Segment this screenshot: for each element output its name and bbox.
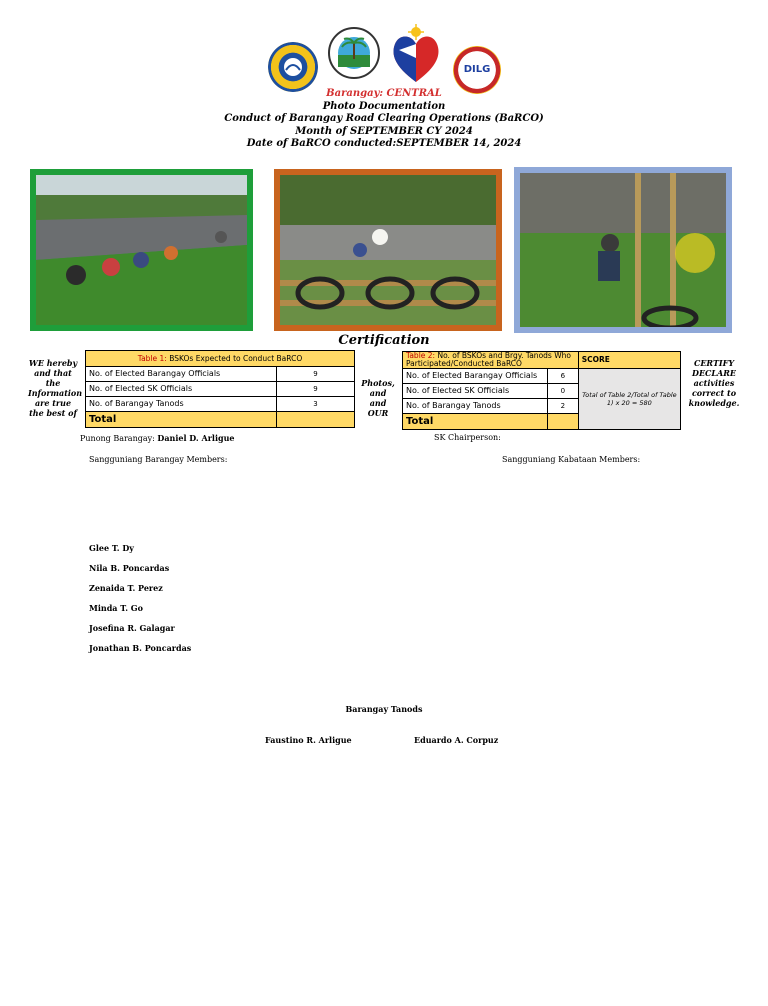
table-2-header-label: Table 2: <box>406 351 436 360</box>
table-1-total-value <box>277 412 355 428</box>
member-name: Josefina R. Galagar <box>89 623 175 633</box>
table-2-participated <box>402 351 681 430</box>
dilg-logo <box>453 46 501 94</box>
table-2-row-value: 2 <box>548 399 579 414</box>
header-line-conduct: Conduct of Barangay Road Clearing Operations (BaRCO) <box>224 113 544 124</box>
sangguniang-kabataan-label: Sangguniang Kabataan Members: <box>502 455 641 464</box>
punong-barangay-name: Daniel D. Arligue <box>157 433 235 443</box>
photo-road-clearing-2 <box>274 169 502 331</box>
table-1-row-label: No. of Elected SK Officials <box>86 382 277 397</box>
table-2-row-value: 6 <box>548 369 579 384</box>
member-name: Minda T. Go <box>89 603 143 613</box>
municipal-seal-emblem <box>268 42 318 92</box>
punong-barangay-line <box>80 433 235 443</box>
table-1-header <box>86 351 355 367</box>
barangay-tanods-label: Barangay Tanods <box>345 704 423 714</box>
table-2-row-label: No. of Barangay Tanods <box>403 399 548 414</box>
header-line-photo-doc: Photo Documentation <box>322 100 446 112</box>
table-row <box>403 369 681 384</box>
member-name: Nila B. Poncardas <box>89 563 170 573</box>
photo-road-clearing-1 <box>30 169 253 331</box>
table-2-header <box>403 352 579 369</box>
barangay-seal-logo <box>328 27 380 79</box>
member-name: Jonathan B. Poncardas <box>89 643 192 653</box>
photo-image-2 <box>280 175 496 325</box>
photo-road-clearing-3 <box>514 167 732 333</box>
barangay-name: Barangay: CENTRAL <box>326 88 442 99</box>
table-1-row-value: 9 <box>277 367 355 382</box>
certification-middle-text: Photos, and and OUR <box>361 378 395 418</box>
table-1-row-label: No. of Elected Barangay Officials <box>86 367 277 382</box>
score-header: SCORE <box>578 352 680 369</box>
table-2-row-label: No. of Elected Barangay Officials <box>403 369 548 384</box>
table-row <box>86 382 355 397</box>
table-1-row-label: No. of Barangay Tanods <box>86 397 277 412</box>
tanod-name: Faustino R. Arligue <box>265 735 352 745</box>
barangay-seal-emblem <box>330 29 378 77</box>
certification-title: Certification <box>338 333 430 348</box>
table-1-total-label: Total <box>86 412 277 428</box>
table-row-total <box>86 412 355 428</box>
table-row <box>86 367 355 382</box>
tanod-name: Eduardo A. Corpuz <box>414 735 499 745</box>
table-1-header-text: BSKOs Expected to Conduct BaRCO <box>166 353 303 363</box>
member-name: Glee T. Dy <box>89 543 134 553</box>
document-header <box>0 88 768 151</box>
municipal-seal-logo <box>268 42 318 92</box>
table-2-row-value: 0 <box>548 384 579 399</box>
header-line-month: Month of SEPTEMBER CY 2024 <box>295 125 473 137</box>
punong-barangay-label: Punong Barangay: <box>80 434 155 443</box>
certification-left-text: WE hereby and that the Information are true the best of <box>28 358 83 418</box>
table-1-expected <box>85 350 355 428</box>
table-row <box>86 397 355 412</box>
score-formula: Total of Table 2/Total of Table 1) x 20 = 580 <box>578 369 680 430</box>
header-line-date: Date of BaRCO conducted:SEPTEMBER 14, 2024 <box>246 138 522 149</box>
sk-chairperson-label: SK Chairperson: <box>434 433 501 442</box>
table-2-row-label: No. of Elected SK Officials <box>403 384 548 399</box>
philippine-flag-heart-logo <box>389 24 443 84</box>
flag-heart-icon <box>389 24 443 84</box>
photo-image-3 <box>520 173 726 327</box>
dilg-logo-text: DILG <box>463 64 491 75</box>
sangguniang-barangay-label: Sangguniang Barangay Members: <box>89 455 228 464</box>
table-1-header-label: Table 1: <box>137 353 167 363</box>
table-2-total-value <box>548 414 579 430</box>
table-1-row-value: 3 <box>277 397 355 412</box>
certification-right-text: CERTIFY DECLARE activities correct to knowledge. <box>688 358 740 408</box>
member-name: Zenaida T. Perez <box>89 583 163 593</box>
photo-image-1 <box>36 175 247 325</box>
table-1-row-value: 9 <box>277 382 355 397</box>
table-2-header-text: No. of BSKOs and Brgy. Tanods Who Participated/Conducted BaRCO <box>406 351 571 368</box>
table-2-total-label: Total <box>403 414 548 430</box>
